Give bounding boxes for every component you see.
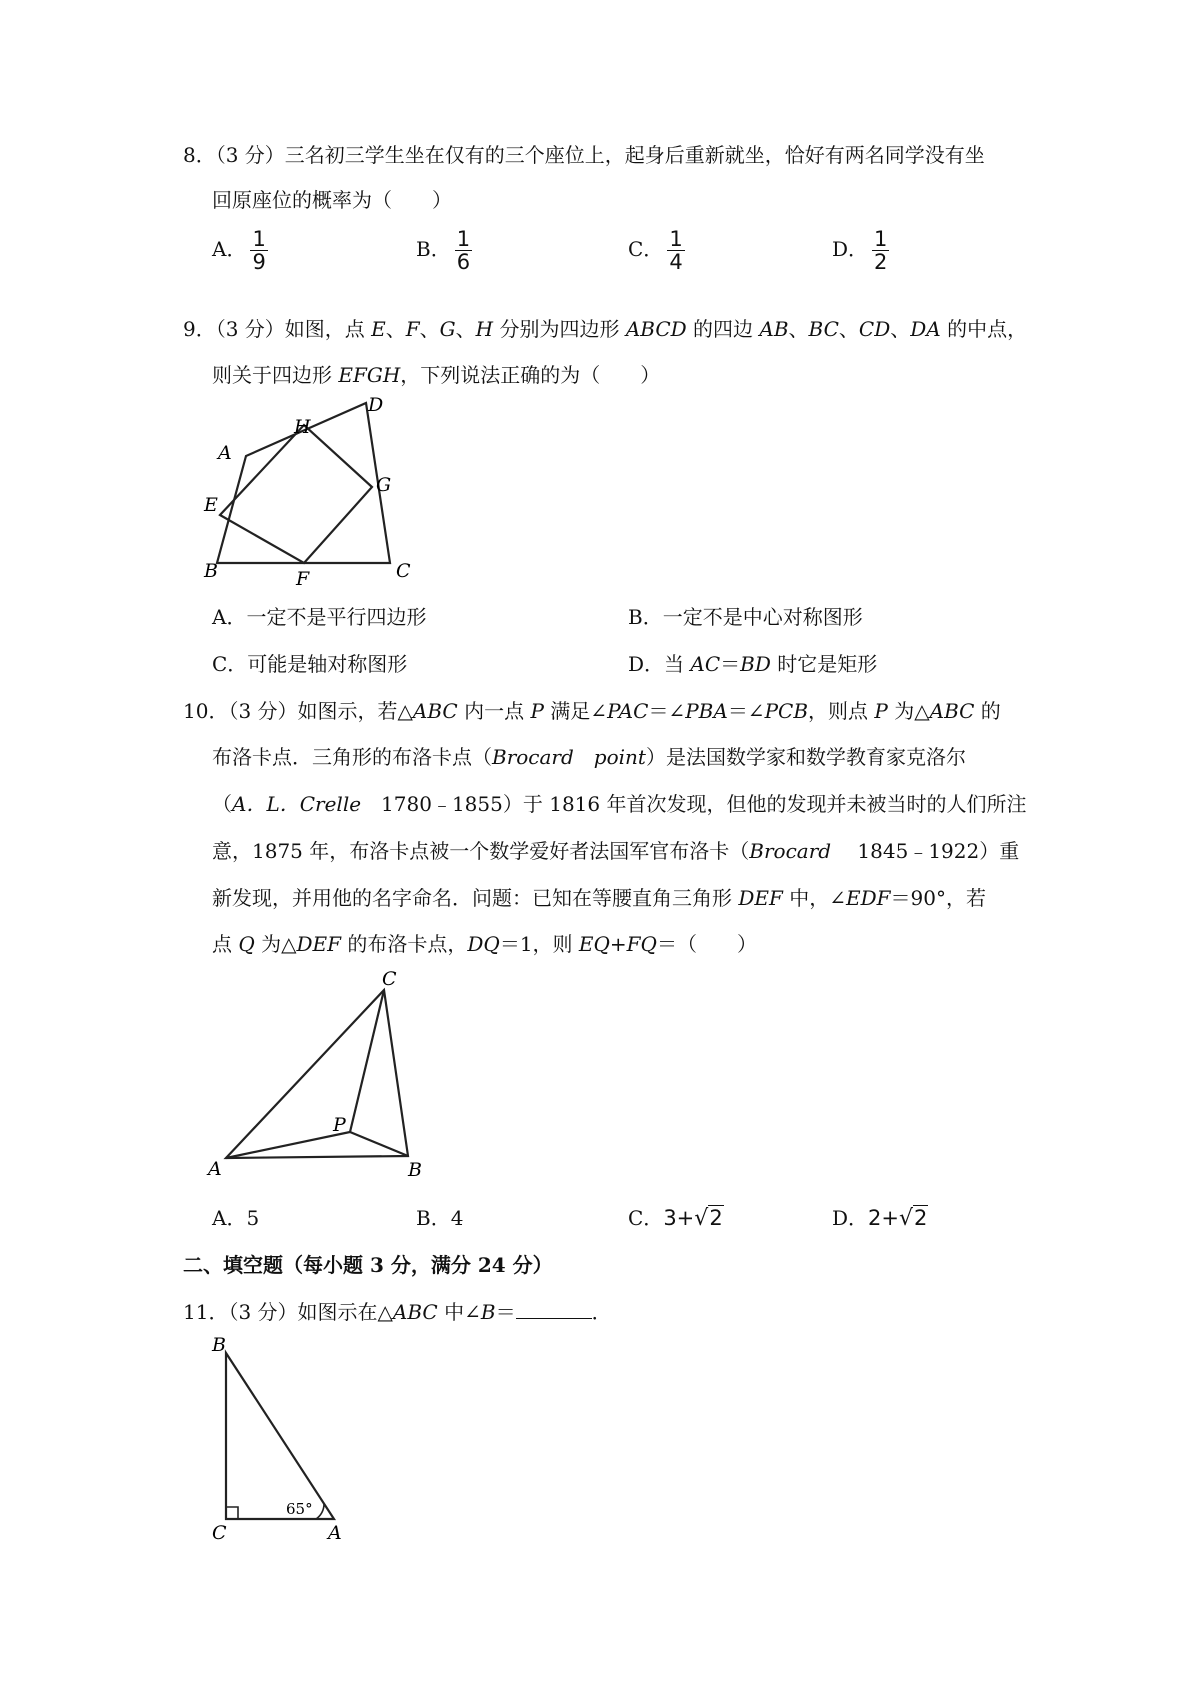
sqrt-symbol: √2 bbox=[899, 1206, 928, 1231]
label-c: C bbox=[382, 968, 397, 990]
q8-line1: 8．（3 分）三名初三学生坐在仅有的三个座位上，起身后重新就坐，恰好有两名同学没有坐 bbox=[183, 143, 985, 167]
angle-65-label: 65° bbox=[286, 1500, 313, 1518]
q10-line3: （A．L．Crelle 1780﹣1855）于 1816 年首次发现，但他的发现并未被当时的人们所注 bbox=[212, 792, 1027, 816]
q8-option-b[interactable] bbox=[416, 228, 472, 273]
q9-option-b[interactable]: B．一定不是中心对称图形 bbox=[628, 605, 863, 629]
fraction: $\frac{1}{6}$ bbox=[456, 227, 471, 274]
q9-option-a[interactable]: A．一定不是平行四边形 bbox=[212, 605, 427, 629]
q10-option-b[interactable]: B．4 bbox=[416, 1206, 464, 1230]
label-a: A bbox=[218, 442, 232, 464]
q8-line2: 回原座位的概率为（ ） bbox=[212, 188, 452, 212]
q10-option-a[interactable]: A．5 bbox=[212, 1206, 260, 1230]
option-label: D． bbox=[832, 237, 869, 261]
label-b: B bbox=[204, 560, 218, 582]
label-g: G bbox=[376, 474, 392, 496]
q9-line2: 则关于四边形 EFGH，下列说法正确的为（ ） bbox=[212, 363, 661, 387]
angle-arc bbox=[316, 1504, 324, 1519]
label-e: E bbox=[204, 494, 218, 516]
fraction: $\frac{1}{9}$ bbox=[252, 227, 266, 274]
label-h: H bbox=[294, 416, 311, 438]
q9-line1: 9．（3 分）如图，点 E、F、G、H 分别为四边形 ABCD 的四边 AB、BC、CD、DA 的中点， bbox=[183, 317, 1028, 341]
q11-line1: 11．（3 分）如图示在△ABC 中∠B＝ ． bbox=[183, 1300, 612, 1324]
q9-option-c[interactable]: C．可能是轴对称图形 bbox=[212, 652, 408, 676]
q8-option-d[interactable] bbox=[832, 228, 889, 273]
label-p: P bbox=[333, 1114, 346, 1136]
option-label: A． bbox=[212, 237, 247, 261]
option-label: C． bbox=[628, 237, 664, 261]
segment-cp bbox=[350, 990, 384, 1132]
right-angle-mark bbox=[226, 1507, 238, 1519]
answer-blank[interactable] bbox=[516, 1298, 592, 1319]
segment-bp bbox=[350, 1132, 408, 1156]
option-label: B． bbox=[416, 237, 451, 261]
q8-option-a[interactable] bbox=[212, 228, 268, 273]
triangle-abc bbox=[226, 990, 408, 1158]
label-d: D bbox=[368, 395, 384, 416]
label-b: B bbox=[212, 1335, 226, 1356]
label-c: C bbox=[396, 560, 411, 582]
label-c: C bbox=[212, 1522, 227, 1544]
q10-line6: 点 Q 为△DEF 的布洛卡点，DQ＝1，则 EQ+FQ＝（ ） bbox=[212, 932, 757, 956]
q10-option-c[interactable]: C．3+√2 bbox=[628, 1206, 723, 1231]
fraction: $\frac{1}{4}$ bbox=[669, 227, 683, 274]
q9-option-d[interactable]: D．当 AC＝BD 时它是矩形 bbox=[628, 652, 878, 676]
q10-line2: 布洛卡点．三角形的布洛卡点（Brocard point）是法国数学家和数学教育家克洛尔 bbox=[212, 745, 966, 769]
sqrt-symbol: √2 bbox=[694, 1206, 723, 1231]
segment-ap bbox=[226, 1132, 350, 1158]
q11-right-triangle-figure bbox=[200, 1335, 360, 1550]
label-f: F bbox=[296, 568, 310, 590]
q10-line4: 意，1875 年，布洛卡点被一个数学爱好者法国军官布洛卡（Brocard 1845﹣1922）重 bbox=[212, 839, 1020, 863]
fraction: $\frac{1}{2}$ bbox=[874, 227, 888, 274]
label-b: B bbox=[408, 1159, 422, 1181]
section-heading: 二、填空题（每小题 3 分，满分 24 分） bbox=[183, 1253, 553, 1277]
label-a: A bbox=[208, 1158, 222, 1180]
q10-line1: 10．（3 分）如图示，若△ABC 内一点 P 满足∠PAC＝∠PBA＝∠PCB，则点 P 为△ABC 的 bbox=[183, 699, 1001, 723]
q9-quadrilateral-figure bbox=[200, 395, 440, 595]
q8-option-c[interactable] bbox=[628, 228, 685, 273]
q10-line5: 新发现，并用他的名字命名．问题：已知在等腰直角三角形 DEF 中，∠EDF＝90°，若 bbox=[212, 886, 986, 910]
q10-triangle-figure bbox=[200, 968, 440, 1188]
label-a: A bbox=[328, 1522, 342, 1544]
q10-option-d[interactable]: D．2+√2 bbox=[832, 1206, 928, 1231]
triangle-abc bbox=[226, 1353, 334, 1519]
quadrilateral-efgh bbox=[220, 425, 372, 563]
